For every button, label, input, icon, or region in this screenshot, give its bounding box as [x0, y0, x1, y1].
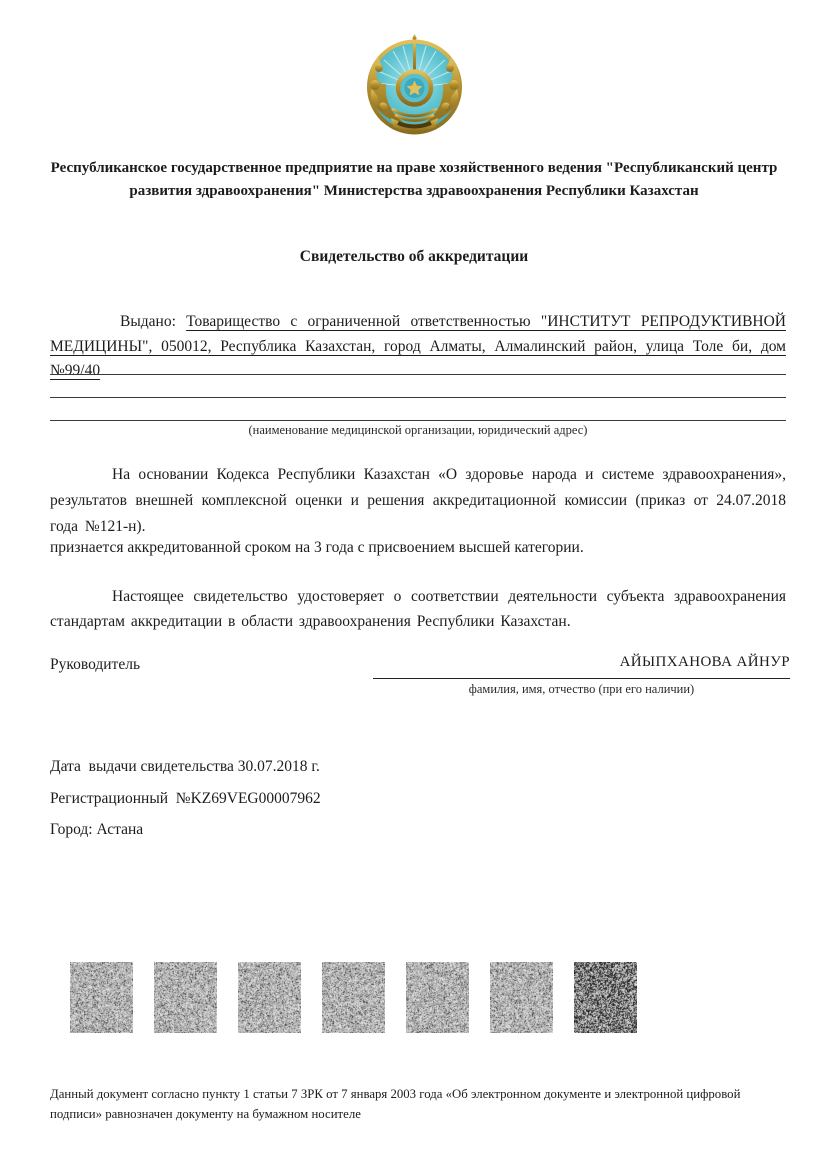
issue-date-line: Дата выдачи свидетельства 30.07.2018 г.	[50, 758, 320, 775]
signature-rule-line	[373, 678, 790, 679]
form-rule-line-1	[50, 374, 786, 375]
head-name: АЙЫПХАНОВА АЙНУР	[619, 654, 790, 670]
form-rule-line-2	[50, 397, 786, 398]
legal-basis-paragraph: На основании Кодекса Республики Казахстан «О здоровье народа и системе здравоохранения», результатов внешней комплексной оценки и решения аккредитационной комиссии (приказ от 24.07.2018 года №121-н).	[50, 466, 786, 535]
document-title: Свидетельство об аккредитации	[299, 248, 529, 265]
registration-number-line: Регистрационный №KZ69VEG00007962	[50, 790, 321, 807]
issued-field-caption: (наименование медицинской организации, юридический адрес)	[248, 423, 588, 437]
issued-organization-value: Товарищество с ограниченной ответственностью "ИНСТИТУТ РЕПРОДУКТИВНОЙ МЕДИЦИНЫ", 050012, Республика Казахстан, город Алматы, Алмалинский район, улица Толе би, дом №99/40	[50, 313, 786, 379]
footer-legal-note: Данный документ согласно пункту 1 статьи 7 ЗРК от 7 января 2003 года «Об электронном документе и электронной цифровой подписи» равнозначен документу на бумажном носителе	[50, 1087, 741, 1121]
kazakhstan-state-emblem-icon	[362, 33, 467, 136]
signature-stamp	[406, 962, 469, 1033]
issued-label: Выдано:	[120, 313, 187, 330]
signature-stamp	[322, 962, 385, 1033]
signature-stamp	[238, 962, 301, 1033]
city-line: Город: Астана	[50, 821, 144, 838]
kazakhstan-emblem-svg	[362, 33, 467, 136]
signature-stamp	[490, 962, 553, 1033]
signature-field-caption: фамилия, имя, отчество (при его наличии)	[468, 682, 695, 696]
form-rule-line-3	[50, 420, 786, 421]
certification-paragraph: Настоящее свидетельство удостоверяет о соответствии деятельности субъекта здравоохранения стандартам аккредитации в области здравоохранения Республики Казахстан.	[50, 588, 786, 630]
recognition-paragraph: признается аккредитованной сроком на 3 года с присвоением высшей категории.	[50, 539, 584, 556]
signature-stamp	[574, 962, 637, 1033]
issued-to-paragraph	[50, 310, 786, 384]
signature-stamp	[154, 962, 217, 1033]
issuing-organization-header: Республиканское государственное предприятие на праве хозяйственного ведения "Республиканский центр развития здравоохранения" Министерства здравоохранения Республики Казахстан	[50, 160, 778, 199]
signature-stamp	[70, 962, 133, 1033]
digital-signature-stamps	[70, 962, 637, 1033]
head-role-label: Руководитель	[50, 656, 141, 673]
